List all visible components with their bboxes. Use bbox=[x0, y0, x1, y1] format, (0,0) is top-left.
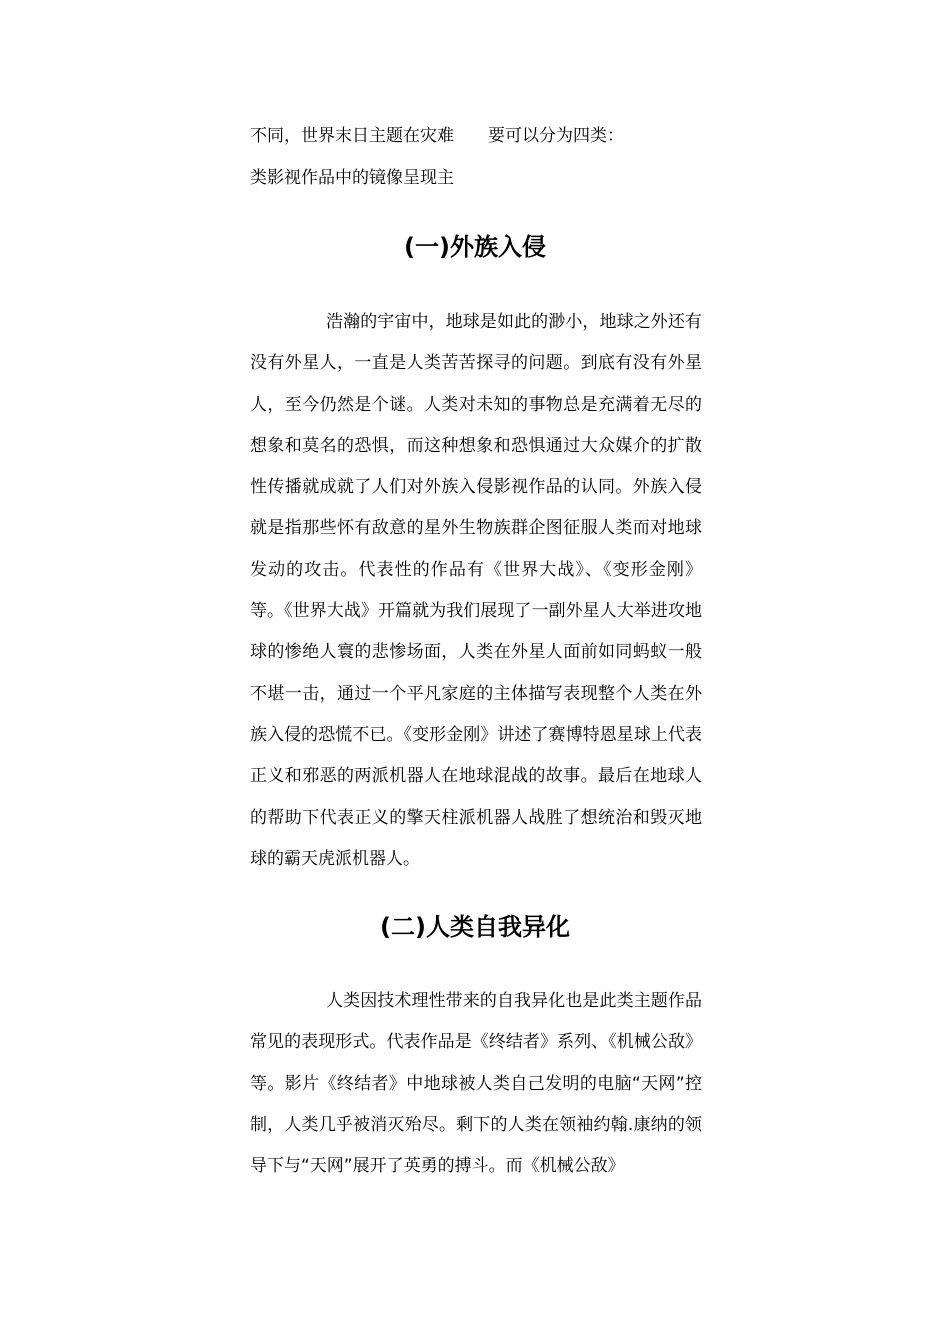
intro-line-2: 类影视作品中的镜像呈现主 bbox=[250, 168, 454, 188]
section-heading-1: (一)外族入侵 bbox=[404, 233, 546, 261]
section-paragraph-1: 浩瀚的宇宙中，地球是如此的渺小，地球之外还有没有外星人，一直是人类苦苦探寻的问题。到底有没有外星人，至今仍然是个谜。人类对未知的事物总是充满着无尽的想象和莫名的恐惧，而这种想象和恐惧通过大众媒介的扩散性传播就成就了人们对外族入侵影视作品的认同。外族入侵就是指那些怀有敌意的星外生物族群企图征服人类而对地球发动的攻击。代表性的作品有《世界大战》、《变形金刚》等。《世界大战》开篇就为我们展现了一副外星人大举进攻地球的惨绝人寰的悲惨场面，人类在外星人面前如同蚂蚁一般不堪一击，通过一个平凡家庭的主体描写表现整个人类在外族入侵的恐慌不已。《变形金刚》讲述了赛博特恩星球上代表正义和邪恶的两派机器人在地球混战的故事。最后在地球人的帮助下代表正义的擎天柱派机器人战胜了想统治和毁灭地球的霸天虎派机器人。 bbox=[250, 312, 702, 869]
intro-line-1-left: 不同，世界末日主题在灾难 bbox=[250, 126, 454, 146]
intro-line-1-right: 要可以分为四类： bbox=[488, 126, 624, 146]
section-paragraph-2: 人类因技术理性带来的自我异化也是此类主题作品常见的表现形式。代表作品是《终结者》系列、《机械公敌》等。影片《终结者》中地球被人类自己发明的电脑“天网”控制，人类几乎被消灭殆尽。剩下的人类在领袖约翰.康纳的领导下与“天网”展开了英勇的搏斗。而《机械公敌》 bbox=[250, 991, 702, 1177]
intro-line-1 bbox=[250, 125, 624, 147]
section-heading-2: (二)人类自我异化 bbox=[380, 913, 570, 941]
